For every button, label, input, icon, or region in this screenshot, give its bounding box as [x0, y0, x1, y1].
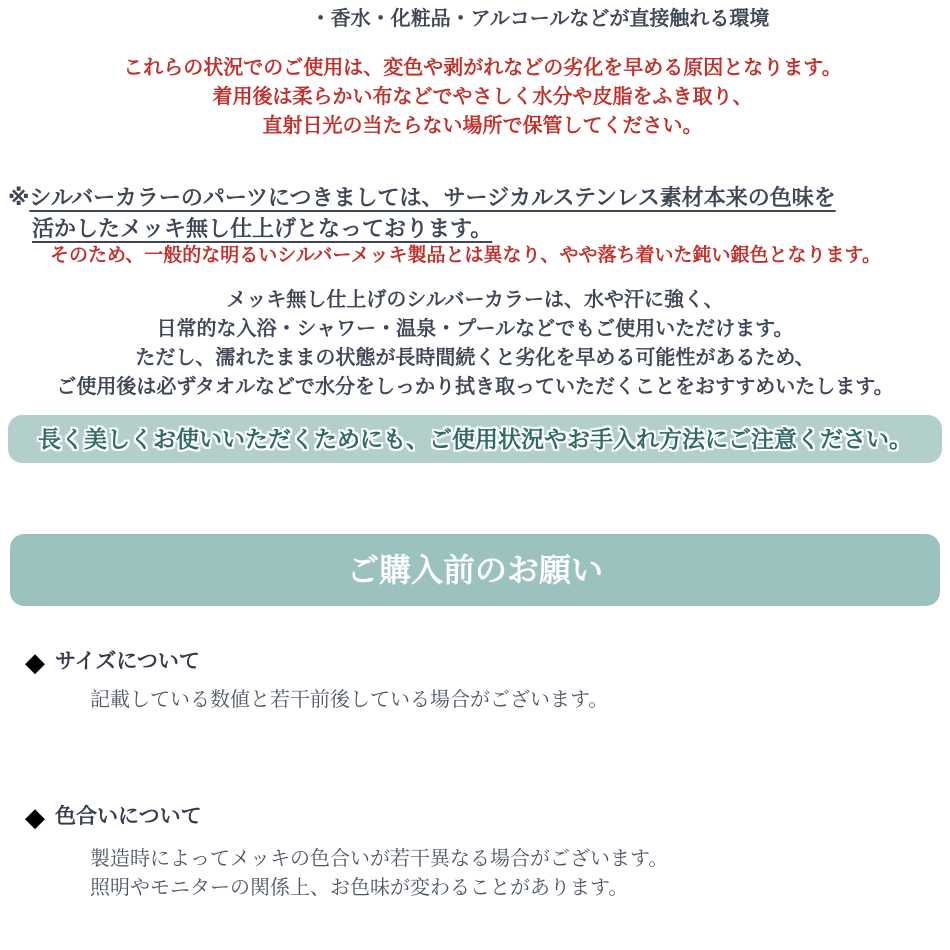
silver-note-underlined-text: 活かしたメッキ無し仕上げとなっております。: [32, 216, 493, 241]
care-line: メッキ無し仕上げのシルバーカラーは、水や汗に強く、: [226, 289, 724, 311]
color-section-title: 色合いについて: [55, 805, 202, 828]
size-body-line: 記載している数値と若干前後している場合がございます。: [90, 689, 609, 711]
care-line: ただし、濡れたままの状態が長時間続くと劣化を早める可能性があるため、: [135, 347, 815, 369]
environment-list-item: ・香水・化粧品・アルコールなどが直接触れる環境: [310, 8, 770, 30]
diamond-bullet-icon: ◆: [25, 647, 45, 677]
color-section-body: [0, 845, 950, 903]
pre-purchase-title-banner: ご購入前のお願い: [10, 534, 940, 606]
care-line: 日常的な入浴・シャワー・温泉・プールなどでもご使用いただけます。: [156, 318, 794, 340]
size-section-title: サイズについて: [55, 650, 200, 673]
silver-color-remark: そのため、一般的な明るいシルバーメッキ製品とは異なり、やや落ち着いた鈍い銀色となります。: [50, 245, 881, 266]
size-section-body: [0, 688, 950, 712]
color-section-heading: [0, 802, 950, 832]
silver-finish-note: [0, 182, 950, 244]
silver-note-line: [32, 213, 950, 244]
warning-line: これらの状況でのご使用は、変色や剥がれなどの劣化を早める原因となります。: [123, 57, 842, 79]
size-section: [0, 647, 950, 712]
care-line: ご使用後は必ずタオルなどで水分をしっかり拭き取っていただくことをおすすめいたします。: [56, 376, 894, 398]
silver-note-line: [8, 182, 950, 213]
silver-note-underlined-text: シルバーカラーのパーツにつきましては、サージカルステンレス素材本来の色味を: [29, 185, 836, 210]
color-body-line: 製造時によってメッキの色合いが若干異なる場合がございます。: [90, 848, 669, 870]
warning-line: 着用後は柔らかい布などでやさしく水分や皮脂をふき取り、: [212, 86, 753, 108]
size-section-heading: [0, 647, 950, 677]
diamond-bullet-icon: ◆: [25, 802, 45, 832]
color-section: [0, 802, 950, 903]
reference-mark: ※: [8, 185, 30, 210]
color-body-line: 照明やモニターの関係上、お色味が変わることがあります。: [90, 877, 629, 899]
silver-care-instructions: [0, 286, 950, 402]
care-notice-banner: 長く美しくお使いいただくためにも、ご使用状況やお手入れ方法にご注意ください。: [8, 415, 942, 463]
care-warning-block: [0, 54, 950, 141]
warning-line: 直射日光の当たらない場所で保管してください。: [262, 115, 703, 137]
